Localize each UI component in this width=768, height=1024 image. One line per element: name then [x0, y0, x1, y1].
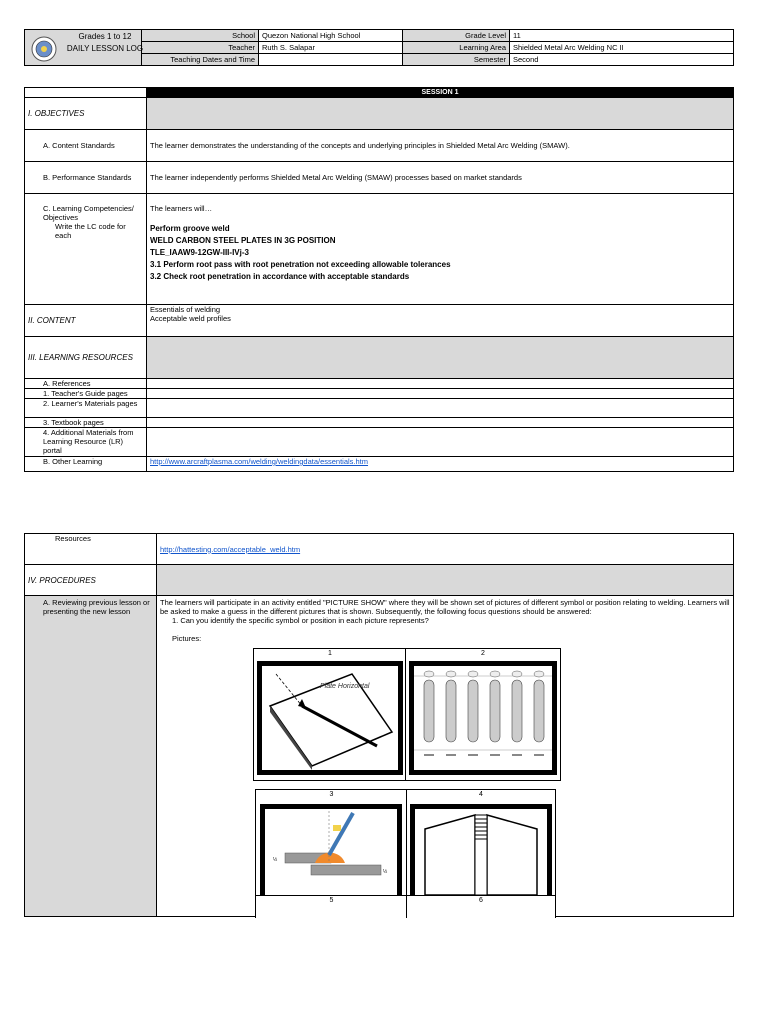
log-title: DAILY LESSON LOG — [66, 44, 144, 53]
semester-value: Second — [510, 54, 734, 66]
header-table — [24, 29, 734, 66]
references-label: A. References — [25, 379, 147, 389]
focus-question-1: 1. Can you identify the specific symbol or position in each picture represents? — [172, 616, 429, 625]
grade-level-value: 11 — [510, 30, 734, 42]
procedures-title: IV. PROCEDURES — [25, 565, 157, 596]
picture-5-cell — [255, 895, 408, 918]
weld-bead-samples-image — [414, 666, 552, 770]
picture-4-number: 4 — [479, 791, 483, 798]
content-standards-text: The learner demonstrates the understanding of the concepts and underlying principles in Shielded Metal Arc Welding (SMAW). — [147, 130, 734, 162]
performance-standards-label: B. Performance Standards — [25, 162, 147, 194]
resources-continued-label: Resources — [25, 534, 157, 565]
school-label: School — [142, 30, 259, 42]
procedure-a-label: A. Reviewing previous lesson or presenting the new lesson — [25, 596, 157, 917]
lm-pages-label: 2. Learner's Materials pages — [25, 399, 147, 418]
learning-area-label: Learning Area — [403, 42, 510, 54]
svg-text:½: ½ — [383, 869, 388, 875]
content-line-1: Essentials of welding — [150, 305, 221, 314]
picture-3-cell — [255, 789, 408, 904]
teacher-value: Ruth S. Salapar — [259, 42, 403, 54]
textbook-pages-label: 3. Textbook pages — [25, 418, 147, 428]
resources-link-2[interactable]: http://hattesting.com/acceptable_weld.htm — [160, 544, 301, 554]
grade-level-label: Grade Level — [403, 30, 510, 42]
semester-label: Semester — [403, 54, 510, 66]
objectives-title: I. OBJECTIVES — [25, 98, 147, 130]
procedure-a-text: The learners will participate in an activity entitled "PICTURE SHOW" where they will be shown set of pictures of different symbol or position relating to welding. Learners will be asked to make a guess in the different pictures that is shown. Subsequently, the following focus questions should be answered: — [160, 598, 730, 616]
picture-1-cell — [253, 648, 407, 781]
lesson-table — [24, 87, 734, 472]
dates-label: Teaching Dates and Time — [142, 54, 259, 66]
content-standards-label: A. Content Standards — [25, 130, 147, 162]
picture-5-number: 5 — [329, 897, 334, 904]
picture-4-cell — [406, 789, 556, 904]
lc-code-note: Write the LC code for each — [55, 222, 126, 240]
tg-pages-label: 1. Teacher's Guide pages — [25, 389, 147, 399]
competency-line-4: 3.1 Perform root pass with root penetration not exceeding allowable tolerances — [150, 260, 451, 269]
additional-materials-label: 4. Additional Materials from Learning Resource (LR) portal — [25, 428, 147, 457]
flat-horizontal-plate-image — [262, 666, 398, 770]
picture-2-cell — [405, 648, 561, 781]
picture-1-number: 1 — [328, 650, 332, 657]
learning-area-value: Shielded Metal Arc Welding NC II — [510, 42, 734, 54]
session-header: SESSION 1 — [147, 88, 734, 98]
picture-2-number: 2 — [481, 650, 485, 657]
other-learning-label: B. Other Learning — [25, 457, 147, 472]
picture-6-cell — [406, 895, 556, 918]
school-value: Quezon National High School — [259, 30, 403, 42]
content-title: II. CONTENT — [25, 305, 147, 337]
dates-value — [259, 54, 403, 66]
teacher-label: Teacher — [142, 42, 259, 54]
flat-horizontal-caption: Plate Horizontal — [320, 683, 370, 690]
competency-line-5: 3.2 Check root penetration in accordance with acceptable standards — [150, 272, 410, 281]
pictures-label: Pictures: — [172, 634, 202, 643]
competency-line-2: WELD CARBON STEEL PLATES IN 3G POSITION — [150, 236, 336, 245]
vertical-groove-joint-image — [415, 809, 547, 895]
svg-text:½: ½ — [273, 857, 278, 863]
other-learning-link[interactable]: http://www.arcraftplasma.com/welding/weldingdata/essentials.htm — [150, 457, 369, 466]
deped-seal-icon — [31, 36, 57, 62]
competencies-intro: The learners will… — [150, 204, 213, 213]
picture-6-number: 6 — [479, 897, 483, 904]
competency-line-1: Perform groove weld — [150, 224, 230, 233]
logo-cell — [25, 30, 142, 66]
grades-label: Grades 1 to 12 — [78, 32, 132, 41]
performance-standards-text: The learner independently performs Shielded Metal Arc Welding (SMAW) processes based on market standards — [147, 162, 734, 194]
competencies-label: C. Learning Competencies/ Objectives — [43, 204, 134, 222]
content-line-2: Acceptable weld profiles — [150, 314, 231, 323]
picture-3-number: 3 — [329, 791, 334, 798]
competency-code: TLE_IAAW9-12GW-III-IVj-3 — [150, 248, 249, 257]
learning-resources-title: III. LEARNING RESOURCES — [25, 337, 147, 379]
electrode-angle-diagram-image — [265, 809, 397, 895]
